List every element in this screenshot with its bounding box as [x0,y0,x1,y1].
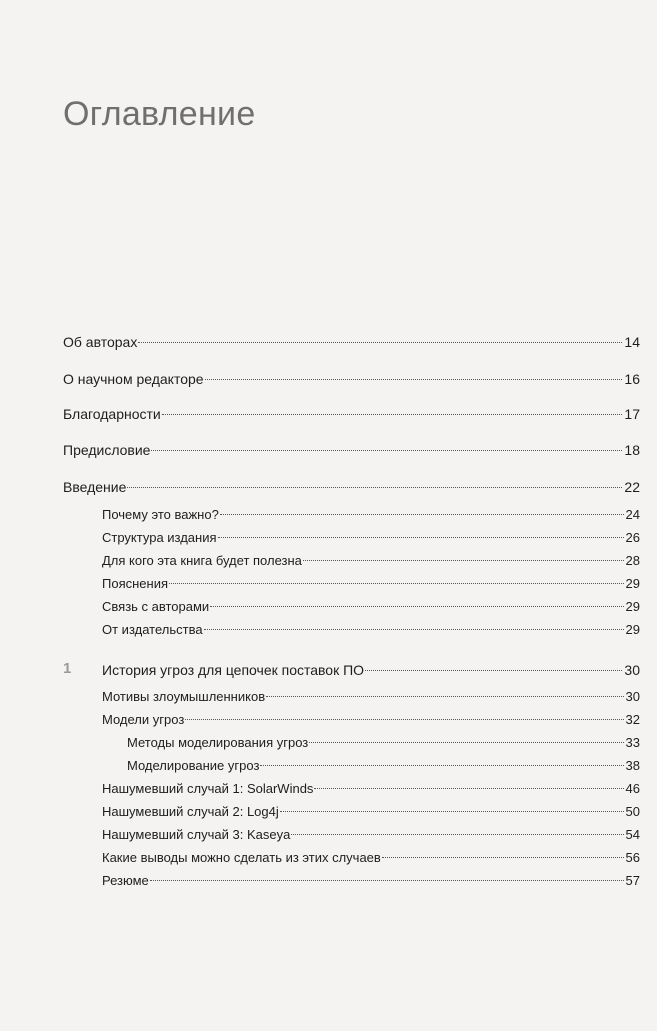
toc-entry[interactable] [102,574,640,594]
leader-dots [169,583,624,584]
toc-entry-page: 30 [625,689,640,704]
leader-dots [210,606,623,607]
toc-entry-page: 32 [625,712,640,727]
toc-entry-label: Почему это важно? [102,507,219,522]
toc-entry-label: История угроз для цепочек поставок ПО [102,662,365,678]
leader-dots [150,880,624,881]
toc-entry-page: 29 [625,576,640,591]
toc-entry-label: Введение [63,479,127,495]
toc-entry-page: 17 [624,406,640,422]
toc-entry[interactable] [102,687,640,707]
leader-dots [162,414,623,415]
toc-entry[interactable] [102,528,640,548]
toc-entry[interactable] [102,802,640,822]
toc-entry[interactable] [63,440,640,460]
leader-dots [127,487,622,488]
toc-entry-label: Связь с авторами [102,599,210,614]
leader-dots [151,450,622,451]
toc-entry-label: Нашумевший случай 1: SolarWinds [102,781,314,796]
toc-entry-label: Структура издания [102,530,217,545]
leader-dots [314,788,623,789]
toc-entry-page: 57 [625,873,640,888]
toc-entry-page: 38 [625,758,640,773]
toc-entry-label: Благодарности [63,406,161,422]
leader-dots [220,514,624,515]
toc-entry-page: 28 [625,553,640,568]
leader-dots [138,342,622,343]
toc-entry[interactable] [102,710,640,730]
leader-dots [382,857,624,858]
toc-entry-page: 29 [625,622,640,637]
toc-entry[interactable] [63,404,640,424]
toc-entry-label: Предисловие [63,442,151,458]
leader-dots [291,834,623,835]
toc-entry[interactable] [102,505,640,525]
toc-entry-page: 14 [624,334,640,350]
toc-entry-page: 30 [624,662,640,678]
toc-entry[interactable] [102,871,640,891]
leader-dots [266,696,623,697]
toc-entry-page: 22 [624,479,640,495]
toc-entry-label: Мотивы злоумышленников [102,689,266,704]
toc-entry-page: 26 [625,530,640,545]
leader-dots [260,765,623,766]
toc-entry[interactable] [102,551,640,571]
toc-entry-label: Резюме [102,873,149,888]
toc-entry[interactable] [102,825,640,845]
leader-dots [309,742,623,743]
leader-dots [205,379,623,380]
toc-entry-page: 29 [625,599,640,614]
toc-entry[interactable] [102,779,640,799]
toc-entry-label: От издательства [102,622,203,637]
leader-dots [303,560,624,561]
leader-dots [185,719,623,720]
toc-entry-label: Какие выводы можно сделать из этих случаев [102,850,381,865]
toc-entry-page: 54 [625,827,640,842]
toc-entry-label: Об авторах [63,334,138,350]
leader-dots [218,537,624,538]
toc-entry-label: Нашумевший случай 2: Log4j [102,804,279,819]
toc-entry[interactable] [127,756,640,776]
toc-entry-label: Для кого эта книга будет полезна [102,553,302,568]
toc-entry[interactable] [63,369,640,389]
toc-entry[interactable] [102,620,640,640]
toc-entry-page: 18 [624,442,640,458]
toc-entry-label: Моделирование угроз [127,758,260,773]
toc-entry-page: 24 [625,507,640,522]
toc-entry-page: 33 [625,735,640,750]
leader-dots [280,811,624,812]
leader-dots [365,670,622,671]
toc-entry[interactable] [102,848,640,868]
toc-entry-label: Методы моделирования угроз [127,735,309,750]
toc-entry-label: Модели угроз [102,712,185,727]
toc-entry[interactable] [63,477,640,497]
toc-entry-page: 56 [625,850,640,865]
toc-chapter-entry[interactable] [102,660,640,680]
toc-entry[interactable] [102,597,640,617]
page-title: Оглавление [63,95,256,133]
toc-entry-page: 50 [625,804,640,819]
toc-entry-label: Нашумевший случай 3: Kaseya [102,827,291,842]
toc-entry-label: Пояснения [102,576,169,591]
leader-dots [204,629,624,630]
toc-entry-label: О научном редакторе [63,371,204,387]
toc-entry[interactable] [63,332,640,352]
toc-entry-page: 46 [625,781,640,796]
chapter-number: 1 [63,660,72,677]
toc-entry[interactable] [127,733,640,753]
toc-entry-page: 16 [624,371,640,387]
